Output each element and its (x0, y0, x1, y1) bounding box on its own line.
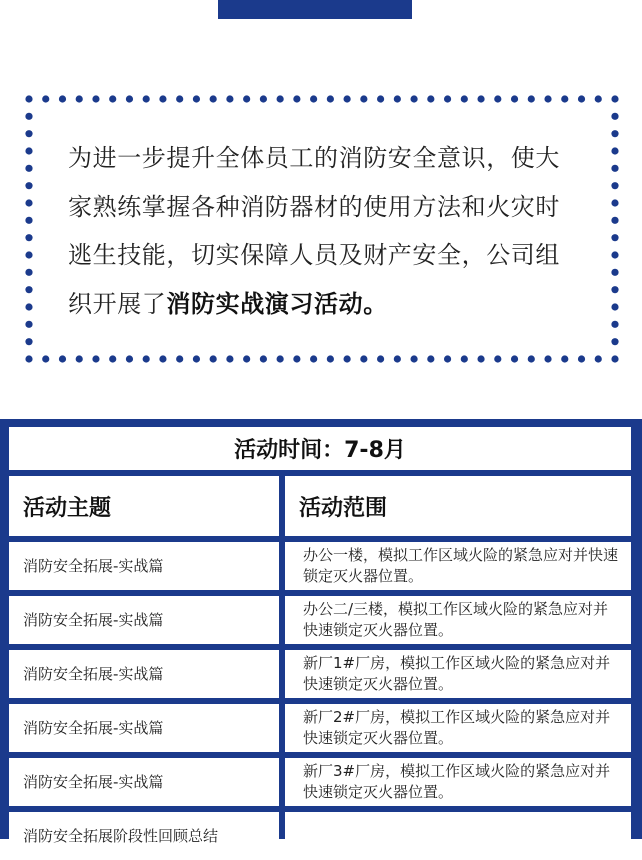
border-dot (159, 355, 166, 362)
border-dot (243, 355, 250, 362)
border-dot (25, 95, 32, 102)
border-dot (25, 234, 32, 241)
intro-line: 为进一步提升全体员工的消防安全意识，使大 (68, 144, 560, 172)
table-cell-topic: 消防安全拓展-实战篇 (9, 704, 279, 752)
border-dot (511, 355, 518, 362)
table-cell-scope (285, 812, 631, 860)
intro-line: 逃生技能，切实保障人员及财产安全，公司组 (68, 241, 560, 269)
border-dot (25, 355, 32, 362)
intro-paragraph (68, 134, 588, 328)
border-dot (176, 355, 183, 362)
border-dot (461, 95, 468, 102)
border-dot (477, 355, 484, 362)
border-dot (611, 113, 618, 120)
border-dot (226, 355, 233, 362)
border-dot (25, 217, 32, 224)
intro-emphasis: 消防实战演习活动。 (166, 289, 388, 318)
border-dot (611, 165, 618, 172)
table-cell-scope: 新厂2#厂房，模拟工作区域火险的紧急应对并快速锁定灭火器位置。 (285, 704, 631, 752)
border-dot (92, 355, 99, 362)
border-dot (25, 269, 32, 276)
border-dot (25, 130, 32, 137)
border-dot (494, 355, 501, 362)
border-dot (277, 355, 284, 362)
border-dot (176, 95, 183, 102)
border-dot (126, 355, 133, 362)
border-dot (210, 95, 217, 102)
table-cell-scope: 新厂1#厂房，模拟工作区域火险的紧急应对并快速锁定灭火器位置。 (285, 650, 631, 698)
schedule-table (0, 419, 642, 845)
border-dot (25, 286, 32, 293)
border-dot (394, 95, 401, 102)
border-dot (595, 355, 602, 362)
border-dot (544, 355, 551, 362)
border-dot (528, 355, 535, 362)
border-dot (310, 355, 317, 362)
intro-line-prefix: 织开展了 (68, 289, 167, 318)
border-dot (611, 269, 618, 276)
border-dot (344, 355, 351, 362)
border-dot (344, 95, 351, 102)
border-dot (377, 355, 384, 362)
table-cell-topic: 消防安全拓展阶段性回顾总结 (9, 812, 279, 860)
border-dot (444, 95, 451, 102)
border-dot (59, 355, 66, 362)
border-dot (611, 286, 618, 293)
border-dot (293, 95, 300, 102)
border-dot (327, 355, 334, 362)
border-dot (193, 95, 200, 102)
border-dot (25, 303, 32, 310)
border-dot (528, 95, 535, 102)
border-dot (511, 95, 518, 102)
border-dot (59, 95, 66, 102)
border-dot (611, 321, 618, 328)
border-dot (578, 355, 585, 362)
border-dot (193, 355, 200, 362)
border-dot (25, 182, 32, 189)
border-dot (109, 95, 116, 102)
border-dot (611, 303, 618, 310)
table-cell-scope: 办公一楼，模拟工作区域火险的紧急应对并快速锁定灭火器位置。 (285, 542, 631, 590)
border-dot (25, 113, 32, 120)
table-cell-topic: 消防安全拓展-实战篇 (9, 596, 279, 644)
border-dot (25, 147, 32, 154)
border-dot (25, 251, 32, 258)
border-dot (42, 95, 49, 102)
border-dot (310, 95, 317, 102)
border-dot (611, 217, 618, 224)
border-dot (544, 95, 551, 102)
border-dot (159, 95, 166, 102)
border-dot (611, 251, 618, 258)
border-dot (611, 130, 618, 137)
border-dot (611, 95, 618, 102)
border-dot (260, 95, 267, 102)
table-cell-topic: 消防安全拓展-实战篇 (9, 758, 279, 806)
table-cell-scope: 新厂3#厂房，模拟工作区域火险的紧急应对并快速锁定灭火器位置。 (285, 758, 631, 806)
border-dot (210, 355, 217, 362)
activity-time-header: 活动时间：7-8月 (9, 427, 631, 470)
border-dot (293, 355, 300, 362)
border-dot (92, 95, 99, 102)
border-dot (360, 95, 367, 102)
border-dot (243, 95, 250, 102)
border-dot (410, 95, 417, 102)
border-dot (260, 355, 267, 362)
border-dot (226, 95, 233, 102)
border-dot (277, 95, 284, 102)
border-dot (394, 355, 401, 362)
table-cell-scope: 办公二/三楼，模拟工作区域火险的紧急应对并快速锁定灭火器位置。 (285, 596, 631, 644)
border-dot (611, 147, 618, 154)
border-dot (427, 95, 434, 102)
border-dot (561, 95, 568, 102)
border-dot (477, 95, 484, 102)
column-header-topic: 活动主题 (9, 476, 279, 536)
border-dot (25, 338, 32, 345)
table-cell-topic: 消防安全拓展-实战篇 (9, 542, 279, 590)
border-dot (327, 95, 334, 102)
border-dot (25, 199, 32, 206)
header-accent-bar (218, 0, 412, 19)
border-dot (427, 355, 434, 362)
border-dot (595, 95, 602, 102)
border-dot (109, 355, 116, 362)
column-header-scope: 活动范围 (285, 476, 631, 536)
border-dot (611, 234, 618, 241)
border-dot (360, 355, 367, 362)
border-dot (25, 165, 32, 172)
border-dot (578, 95, 585, 102)
border-dot (611, 182, 618, 189)
border-dot (126, 95, 133, 102)
intro-line: 家熟练掌握各种消防器材的使用方法和火灾时 (68, 192, 560, 221)
border-dot (611, 338, 618, 345)
border-dot (611, 199, 618, 206)
border-dot (611, 355, 618, 362)
border-dot (444, 355, 451, 362)
border-dot (461, 355, 468, 362)
table-cell-topic: 消防安全拓展-实战篇 (9, 650, 279, 698)
border-dot (143, 95, 150, 102)
border-dot (25, 321, 32, 328)
border-dot (410, 355, 417, 362)
border-dot (494, 95, 501, 102)
intro-line (68, 280, 588, 329)
border-dot (143, 355, 150, 362)
border-dot (561, 355, 568, 362)
border-dot (76, 95, 83, 102)
border-dot (377, 95, 384, 102)
border-dot (76, 355, 83, 362)
border-dot (42, 355, 49, 362)
